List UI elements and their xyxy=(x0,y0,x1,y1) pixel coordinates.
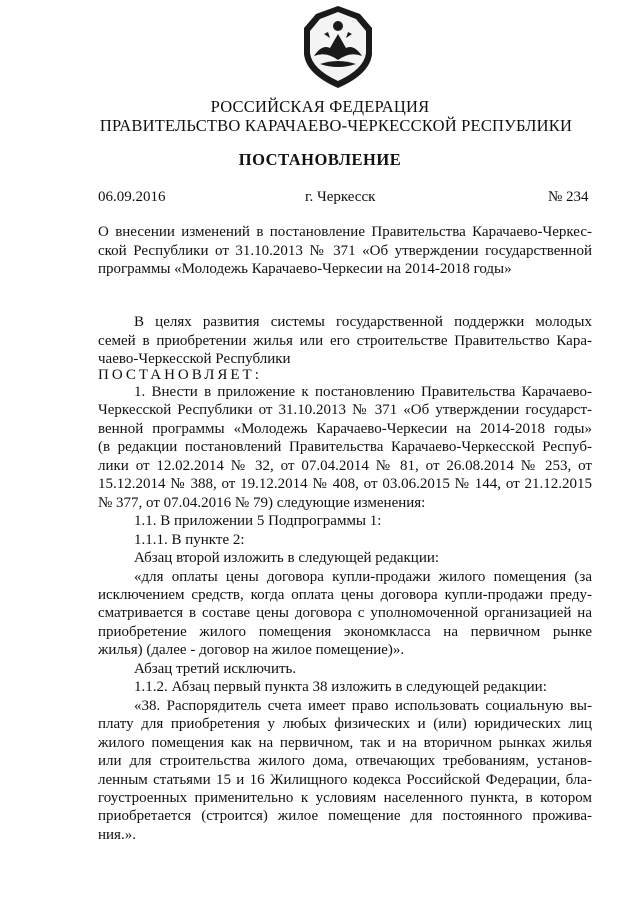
body-line: Черкесской Республики от 31.10.2013 № 371 «Об утверждении государст- xyxy=(98,402,592,419)
body-line: жилья) (далее - договор на жилое помещение)». xyxy=(98,642,405,659)
subject-line: ской Республики от 31.10.2013 № 371 «Об утверждении государственной xyxy=(98,242,592,259)
body-line: лики от 12.02.2014 № 32, от 07.04.2014 № 81, от 26.08.2014 № 253, от xyxy=(98,457,592,474)
subject-line: О внесении изменений в постановление Правительства Карачаево-Черкес- xyxy=(98,224,592,240)
body-line: (в редакции постановлений Правительства Карачаево-Черкесской Респуб- xyxy=(98,439,592,456)
document-date: 06.09.2016 xyxy=(98,189,166,205)
body-line: 15.12.2014 № 388, от 19.12.2014 № 408, от 03.06.2015 № 144, от 21.12.2015 xyxy=(98,476,592,493)
body-line: жилого помещения как на первичном, так и на вторичном рынках жилья xyxy=(98,734,592,751)
document-city: г. Черкесск xyxy=(305,189,376,205)
country-heading: РОССИЙСКАЯ ФЕДЕРАЦИЯ xyxy=(210,97,430,116)
body-line: плату для приобретения у любых физических и (или) юридических лиц xyxy=(98,716,592,733)
body-line: ния.». xyxy=(98,826,136,843)
body-line: 1.1.2. Абзац первый пункта 38 изложить в следующей редакции: xyxy=(134,679,547,696)
preamble-line: В целях развития системы государственной поддержки молодых xyxy=(134,314,592,330)
body-line: ленным статьями 15 и 16 Жилищного кодекса Российской Федерации, бла- xyxy=(98,771,592,788)
body-line: приобретается (строится) жилое помещение для постоянного прожива- xyxy=(98,808,592,825)
decree-body xyxy=(98,383,592,844)
body-line: венной программы «Молодежь Карачаево-Черкесии на 2014-2018 годы» xyxy=(98,420,592,437)
body-line: приобретение жилого помещения экономкласса на первичном рынке xyxy=(98,623,592,640)
body-line: или для строительства жилого дома, отвечающих требованиям, установ- xyxy=(98,753,592,770)
body-line: 1.1.1. В пункте 2: xyxy=(134,531,245,548)
body-line: гоустроенных применительно к условиям населенного пункта, в котором xyxy=(98,789,592,806)
body-line: № 377, от 07.04.2016 № 79) следующие изменения: xyxy=(98,494,426,511)
government-heading: ПРАВИТЕЛЬСТВО КАРАЧАЕВО-ЧЕРКЕССКОЙ РЕСПУБЛИКИ xyxy=(99,116,573,135)
body-line: «38. Распорядитель счета имеет право использовать социальную вы- xyxy=(134,697,592,714)
body-line: «для оплаты цены договора купли-продажи жилого помещения (за xyxy=(134,568,592,585)
decree-word: ПОСТАНОВЛЯЕТ: xyxy=(98,367,262,383)
body-line: 1. Внести в приложение к постановлению Правительства Карачаево- xyxy=(134,384,592,400)
preamble-line: чаево-Черкесской Республики xyxy=(98,351,291,367)
document-type-title: ПОСТАНОВЛЕНИЕ xyxy=(238,150,402,169)
body-line: Абзац третий исключить. xyxy=(134,660,297,677)
subject-paragraph xyxy=(98,223,592,279)
coat-of-arms-emblem xyxy=(300,4,376,90)
preamble-line: семей в приобретении жилья или его строительстве Правительство Кара- xyxy=(98,332,592,349)
body-line: Абзац второй изложить в следующей редакции: xyxy=(134,550,440,567)
preamble-paragraph xyxy=(98,313,592,369)
body-line: исключением средств, когда оплата цены договора купли-продажи преду- xyxy=(98,586,592,603)
document-number: № 234 xyxy=(548,189,589,205)
subject-line: программы «Молодежь Карачаево-Черкесии на 2014-2018 годы» xyxy=(98,261,512,277)
body-line: 1.1. В приложении 5 Подпрограммы 1: xyxy=(134,513,382,530)
body-line: сматривается в составе цены договора с уполномоченной организацией на xyxy=(98,605,592,622)
